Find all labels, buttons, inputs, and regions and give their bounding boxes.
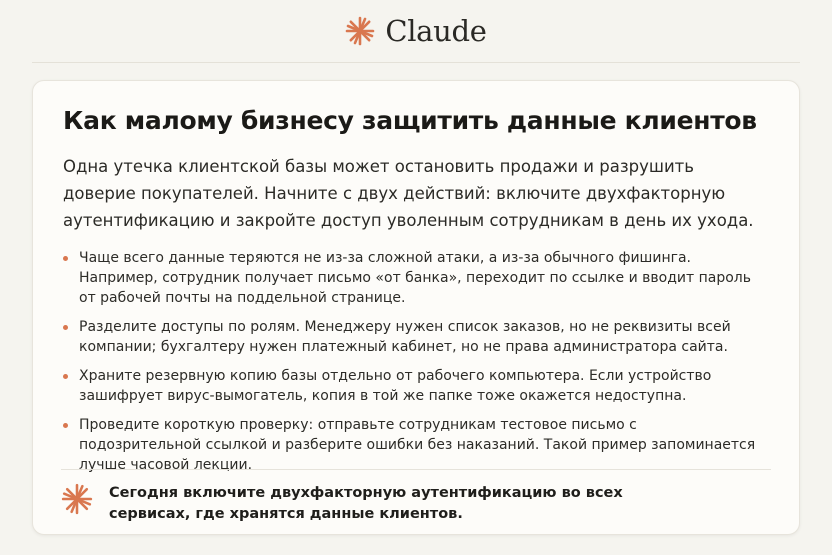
article-lead: Одна утечка клиентской базы может остановить продажи и разрушить доверие покупателей. Начните с двух действий: включите двухфакторную аутентификацию и закройте доступ уволенным сотрудникам в день их ухода.	[63, 157, 754, 230]
callout-text: Сегодня включите двухфакторную аутентификацию во всех сервисах, где хранятся данные клиентов.	[109, 485, 623, 522]
header-divider	[32, 62, 800, 63]
action-callout	[61, 483, 761, 525]
article-title: Как малому бизнесу защитить данные клиентов	[63, 106, 757, 135]
list-item-text: Разделите доступы по ролям. Менеджеру нужен список заказов, но не реквизиты всей компании; бухгалтеру нужен платежный кабинет, но не права администратора сайта.	[79, 319, 731, 355]
bullet-icon	[63, 374, 68, 379]
list-item	[63, 248, 763, 308]
list-item	[63, 415, 763, 475]
bullet-icon	[63, 325, 68, 330]
list-item	[63, 317, 763, 357]
article-card	[32, 80, 800, 535]
claude-starburst-icon	[61, 483, 93, 515]
brand-logo	[345, 14, 486, 48]
claude-starburst-icon	[345, 16, 375, 46]
list-item	[63, 366, 763, 406]
list-item-text: Храните резервную копию базы отдельно от рабочего компьютера. Если устройство зашифрует вирус-вымогатель, копия в той же папке тоже окажется недоступна.	[79, 368, 712, 404]
bullet-icon	[63, 256, 68, 261]
list-item-text: Проведите короткую проверку: отправьте сотрудникам тестовое письмо с подозрительной ссылкой и разберите ошибки без наказаний. Такой пример запоминается лучше часовой лекции.	[79, 417, 756, 473]
page-header	[0, 0, 832, 62]
brand-name: Claude	[385, 14, 487, 48]
tips-list	[63, 248, 769, 475]
bullet-icon	[63, 423, 68, 428]
list-item-text: Чаще всего данные теряются не из-за сложной атаки, а из-за обычного фишинга. Например, сотрудник получает письмо «от банка», переходит по ссылке и вводит пароль от рабочей почты на поддельной странице.	[79, 250, 752, 306]
callout-divider	[61, 469, 771, 470]
